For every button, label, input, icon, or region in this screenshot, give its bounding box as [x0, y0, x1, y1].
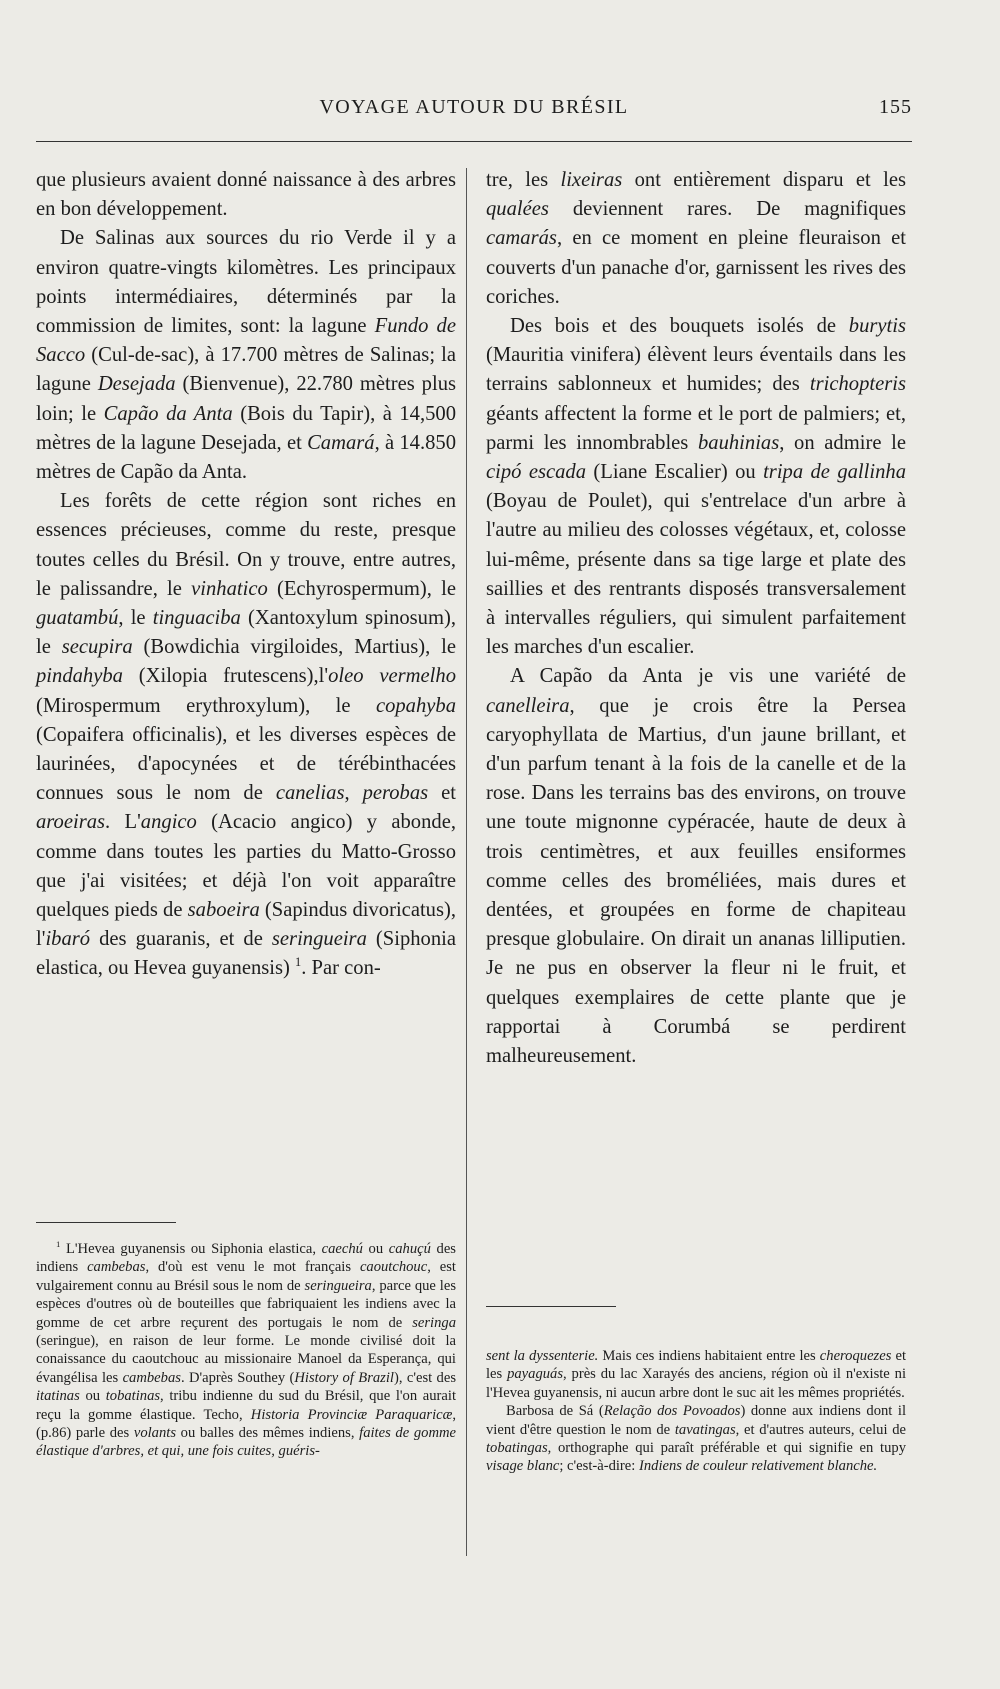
italic-term: vinhatico	[191, 577, 268, 600]
italic-term: cahuçú	[388, 1241, 431, 1257]
text-run: ont entièrement disparu et les	[622, 169, 906, 191]
italic-term: itatinas	[36, 1388, 80, 1405]
italic-term: tripa de gallinha	[763, 461, 906, 484]
left-column	[36, 166, 456, 984]
paragraph	[36, 487, 456, 983]
text-run: . L'	[105, 811, 141, 834]
column-divider	[466, 168, 467, 1556]
italic-term: secupira	[61, 636, 133, 659]
italic-term: canelias	[275, 782, 345, 805]
text-run: des guaranis, et de	[90, 928, 272, 951]
italic-term: tavatingas	[674, 1421, 736, 1438]
running-head-title: VOYAGE AUTOUR DU BRÉSIL	[319, 96, 629, 118]
text-run: L'Hevea guyanensis ou Siphonia elastica,	[60, 1241, 322, 1257]
italic-term: burytis	[848, 315, 906, 338]
italic-term: caoutchouc	[359, 1259, 428, 1276]
text-run: A Capão da Anta je vis une variété de	[510, 665, 906, 688]
text-run: ou	[362, 1241, 389, 1257]
italic-term: trichopteris	[809, 373, 906, 396]
italic-term: Desejada	[97, 373, 176, 396]
italic-term: faites de gomme élastique d'arbres, et qui, une fois cuites, guéris-	[36, 1425, 456, 1460]
text-run: Mais ces indiens habitaient entre les	[598, 1348, 820, 1364]
text-run: ; c'est-à-dire:	[559, 1458, 639, 1475]
italic-term: Relação dos Povoados	[603, 1403, 741, 1420]
italic-term: camarás	[486, 227, 557, 250]
italic-term: payaguás	[507, 1366, 564, 1383]
text-run: que plusieurs avaient donné naissance à des arbres en bon développement.	[36, 169, 456, 221]
italic-term: oleo vermelho	[328, 665, 456, 688]
italic-term: seringueira	[271, 928, 367, 951]
text-run: De Salinas aux sources du rio Verde il y a environ quatre-vingts kilomètres. Les principaux points intermédiaires, déterminés par la commission de limites, sont: la lagune	[36, 227, 456, 338]
italic-term: History of Brazil	[294, 1369, 394, 1386]
italic-term: seringueira	[304, 1277, 372, 1294]
text-run: ou	[79, 1388, 106, 1405]
text-run: (Xantoxylum spinosum), le	[36, 607, 457, 659]
paragraph	[486, 662, 906, 1071]
text-run: , parce que les espèces d'outres où de bouteilles que fabriquaient les indiens avec la gomme de cet arbre reçurent des portugais le nom de	[36, 1277, 457, 1331]
text-run: Barbosa de Sá (	[506, 1403, 604, 1420]
text-run: et	[428, 782, 456, 805]
text-run: (Bienvenue), 22.780 mètres plus loin; le	[36, 373, 456, 425]
text-run: (Cul-de-sac), à 17.700 mètres de Salinas; la lagune	[36, 344, 456, 396]
italic-term: angico	[140, 811, 197, 834]
italic-term: caechú	[321, 1241, 363, 1257]
italic-term: perobas	[362, 782, 429, 805]
text-run: Les forêts de cette région sont riches en essences précieuses, comme du reste, presque toutes celles du Brésil. On y trouve, entre autres, le palissandre, le	[36, 490, 456, 600]
text-run: , et d'autres auteurs, celui de	[735, 1421, 906, 1438]
text-run: des indiens	[36, 1241, 456, 1276]
text-run: (Copaifera officinalis), et les diverses espèces de laurinées, d'apocynées et de térébinthacées connues sous le nom de	[36, 723, 456, 805]
italic-term: copahyba	[375, 694, 456, 717]
footnote-right	[486, 1347, 906, 1476]
text-run: (Bois du Tapir), à 14,500 mètres de la lagune Desejada, et	[36, 402, 457, 454]
italic-term: Fundo de Sacco	[36, 315, 456, 367]
text-run: (Sapindus divoricatus), l'	[36, 899, 457, 951]
text-run: , on admire le	[779, 431, 906, 454]
italic-term: Historia Provinciæ Paraquaricæ	[250, 1406, 453, 1423]
footnote-paragraph	[36, 1240, 456, 1461]
paragraph	[486, 312, 906, 662]
text-run: ), c'est des	[393, 1369, 457, 1386]
italic-term: cheroquezes	[819, 1348, 892, 1364]
italic-term: sent la dyssenterie.	[486, 1348, 599, 1364]
text-run: ,	[344, 782, 363, 805]
text-run: (Liane Escalier) ou	[586, 461, 764, 484]
italic-term: guatambú	[36, 607, 119, 630]
text-run: géants affectent la forme et le port de palmiers; et, parmi les innombrables	[486, 402, 906, 454]
footnote-rule	[486, 1306, 616, 1307]
italic-term: qualées	[486, 198, 549, 221]
header-rule	[36, 141, 912, 142]
italic-term: cambebas	[87, 1259, 146, 1276]
italic-term: tobatinas	[105, 1388, 161, 1405]
text-run: . D'après Southey (	[180, 1369, 295, 1386]
text-run: (Siphonia elastica, ou Hevea guyanensis)	[36, 928, 456, 980]
text-run: (seringue), en raison de leur forme. Le monde civilisé doit la conaissance du caoutchouc au missionaire Manoel da Esperança, qui évangélisa les	[36, 1333, 456, 1386]
text-run: ou balles des mêmes indiens,	[176, 1425, 360, 1442]
italic-term: tobatingas	[486, 1440, 548, 1457]
italic-term: ibaró	[45, 928, 91, 951]
footnote-paragraph	[486, 1347, 906, 1402]
text-run: , (p.86) parle des	[36, 1406, 456, 1442]
paragraph	[36, 224, 456, 487]
italic-term: lixeiras	[560, 169, 623, 191]
footnote-paragraph	[486, 1402, 906, 1476]
text-run: , à 14.850 mètres de Capão da Anta.	[36, 431, 456, 484]
paragraph	[36, 166, 456, 224]
footnote-marker: 1	[295, 955, 302, 970]
page-number: 155	[879, 96, 912, 118]
italic-term: cipó escada	[486, 461, 587, 484]
text-run: (Xilopia frutescens),l'	[122, 665, 329, 688]
text-run: , le	[118, 607, 153, 630]
italic-term: Camará	[307, 431, 375, 454]
footnote-rule	[36, 1222, 176, 1223]
text-run: . Par con-	[301, 957, 381, 980]
text-run: (Boyau de Poulet), qui s'entrelace d'un arbre à l'autre au milieu des colosses végétaux, et, colosse lui-même, présente dans sa tige large et plate des saillies et des rentrants disposés transversalement à intervalles réguliers, qui simulent parfaitement les marches d'un escalier.	[486, 490, 906, 659]
italic-term: cambebas	[122, 1369, 181, 1386]
text-run: (Mauritia vinifera) élèvent leurs éventails dans les terrains sablonneux et humides; des	[486, 344, 906, 396]
text-run: tre, les	[486, 169, 561, 191]
running-head	[36, 96, 912, 128]
text-run: et les	[486, 1348, 907, 1383]
text-run: Des bois et des bouquets isolés de	[510, 315, 849, 338]
italic-term: canelleira	[486, 694, 570, 717]
italic-term: visage blanc	[486, 1458, 560, 1475]
text-run: deviennent rares. De magnifiques	[548, 198, 906, 221]
text-run: (Mirospermum erythroxylum), le	[36, 694, 376, 717]
italic-term: saboeira	[187, 899, 260, 922]
text-run: (Bowdichia virgiloides, Martius), le	[132, 636, 456, 659]
text-run: (Acacio angico) y abonde, comme dans toutes les parties du Matto-Grosso que j'ai visitées; et déjà l'on voit apparaître quelques pieds de	[36, 811, 456, 922]
italic-term: Indiens de couleur relativement blanche.	[638, 1458, 878, 1475]
footnote-left	[36, 1240, 456, 1461]
text-run: ) donne aux indiens dont il vient d'être question le nom de	[486, 1403, 906, 1438]
text-run: , en ce moment en pleine fleuraison et couverts d'un panache d'or, garnissent les rives des coriches.	[486, 227, 906, 308]
italic-term: bauhinias	[697, 431, 780, 454]
paragraph	[486, 166, 906, 312]
italic-term: Capão da Anta	[103, 402, 233, 425]
text-run: , tribu indienne du sud du Brésil, que l'on aurait reçu la gomme élastique. Techo,	[36, 1388, 456, 1423]
italic-term: seringa	[412, 1314, 456, 1331]
text-run: , d'où est venu le mot français	[145, 1259, 360, 1276]
text-run: , orthographe qui paraît préférable et qui signifie en tupy	[547, 1440, 906, 1457]
text-run: , près du lac Xarayés des anciens, région où il n'existe ni l'Hevea guyanensis, ni aucun arbre dont le suc ait les mêmes propriétés.	[486, 1366, 906, 1401]
right-column	[486, 166, 906, 1071]
footnote-marker: 1	[56, 1239, 61, 1250]
italic-term: pindahyba	[36, 665, 123, 688]
text-run: , est vulgairement connu au Brésil sous le nom de	[36, 1259, 456, 1294]
text-run: , que je crois être la Persea caryophyllata de Martius, d'un jaune brillant, et d'un parfum tenant à la fois de la canelle et de la rose. Dans les terrains bas des environs, on trouve une toute mignonne cypéracée, haute de deux à trois centimètres, et aux feuilles ensiformes comme celles des broméliées, mais dures et dentées, et groupées en forme de chapiteau presque globulaire. On dirait un ananas lilliputien. Je ne pus en observer la fleur ni le fruit, et quelques exemplaires de cette plante que je rapportai à Corumbá se perdirent malheureusement.	[486, 694, 906, 1068]
text-run: (Echyrospermum), le	[267, 577, 457, 600]
italic-term: aroeiras	[36, 811, 106, 834]
italic-term: volants	[133, 1425, 177, 1442]
italic-term: tinguaciba	[152, 607, 241, 630]
